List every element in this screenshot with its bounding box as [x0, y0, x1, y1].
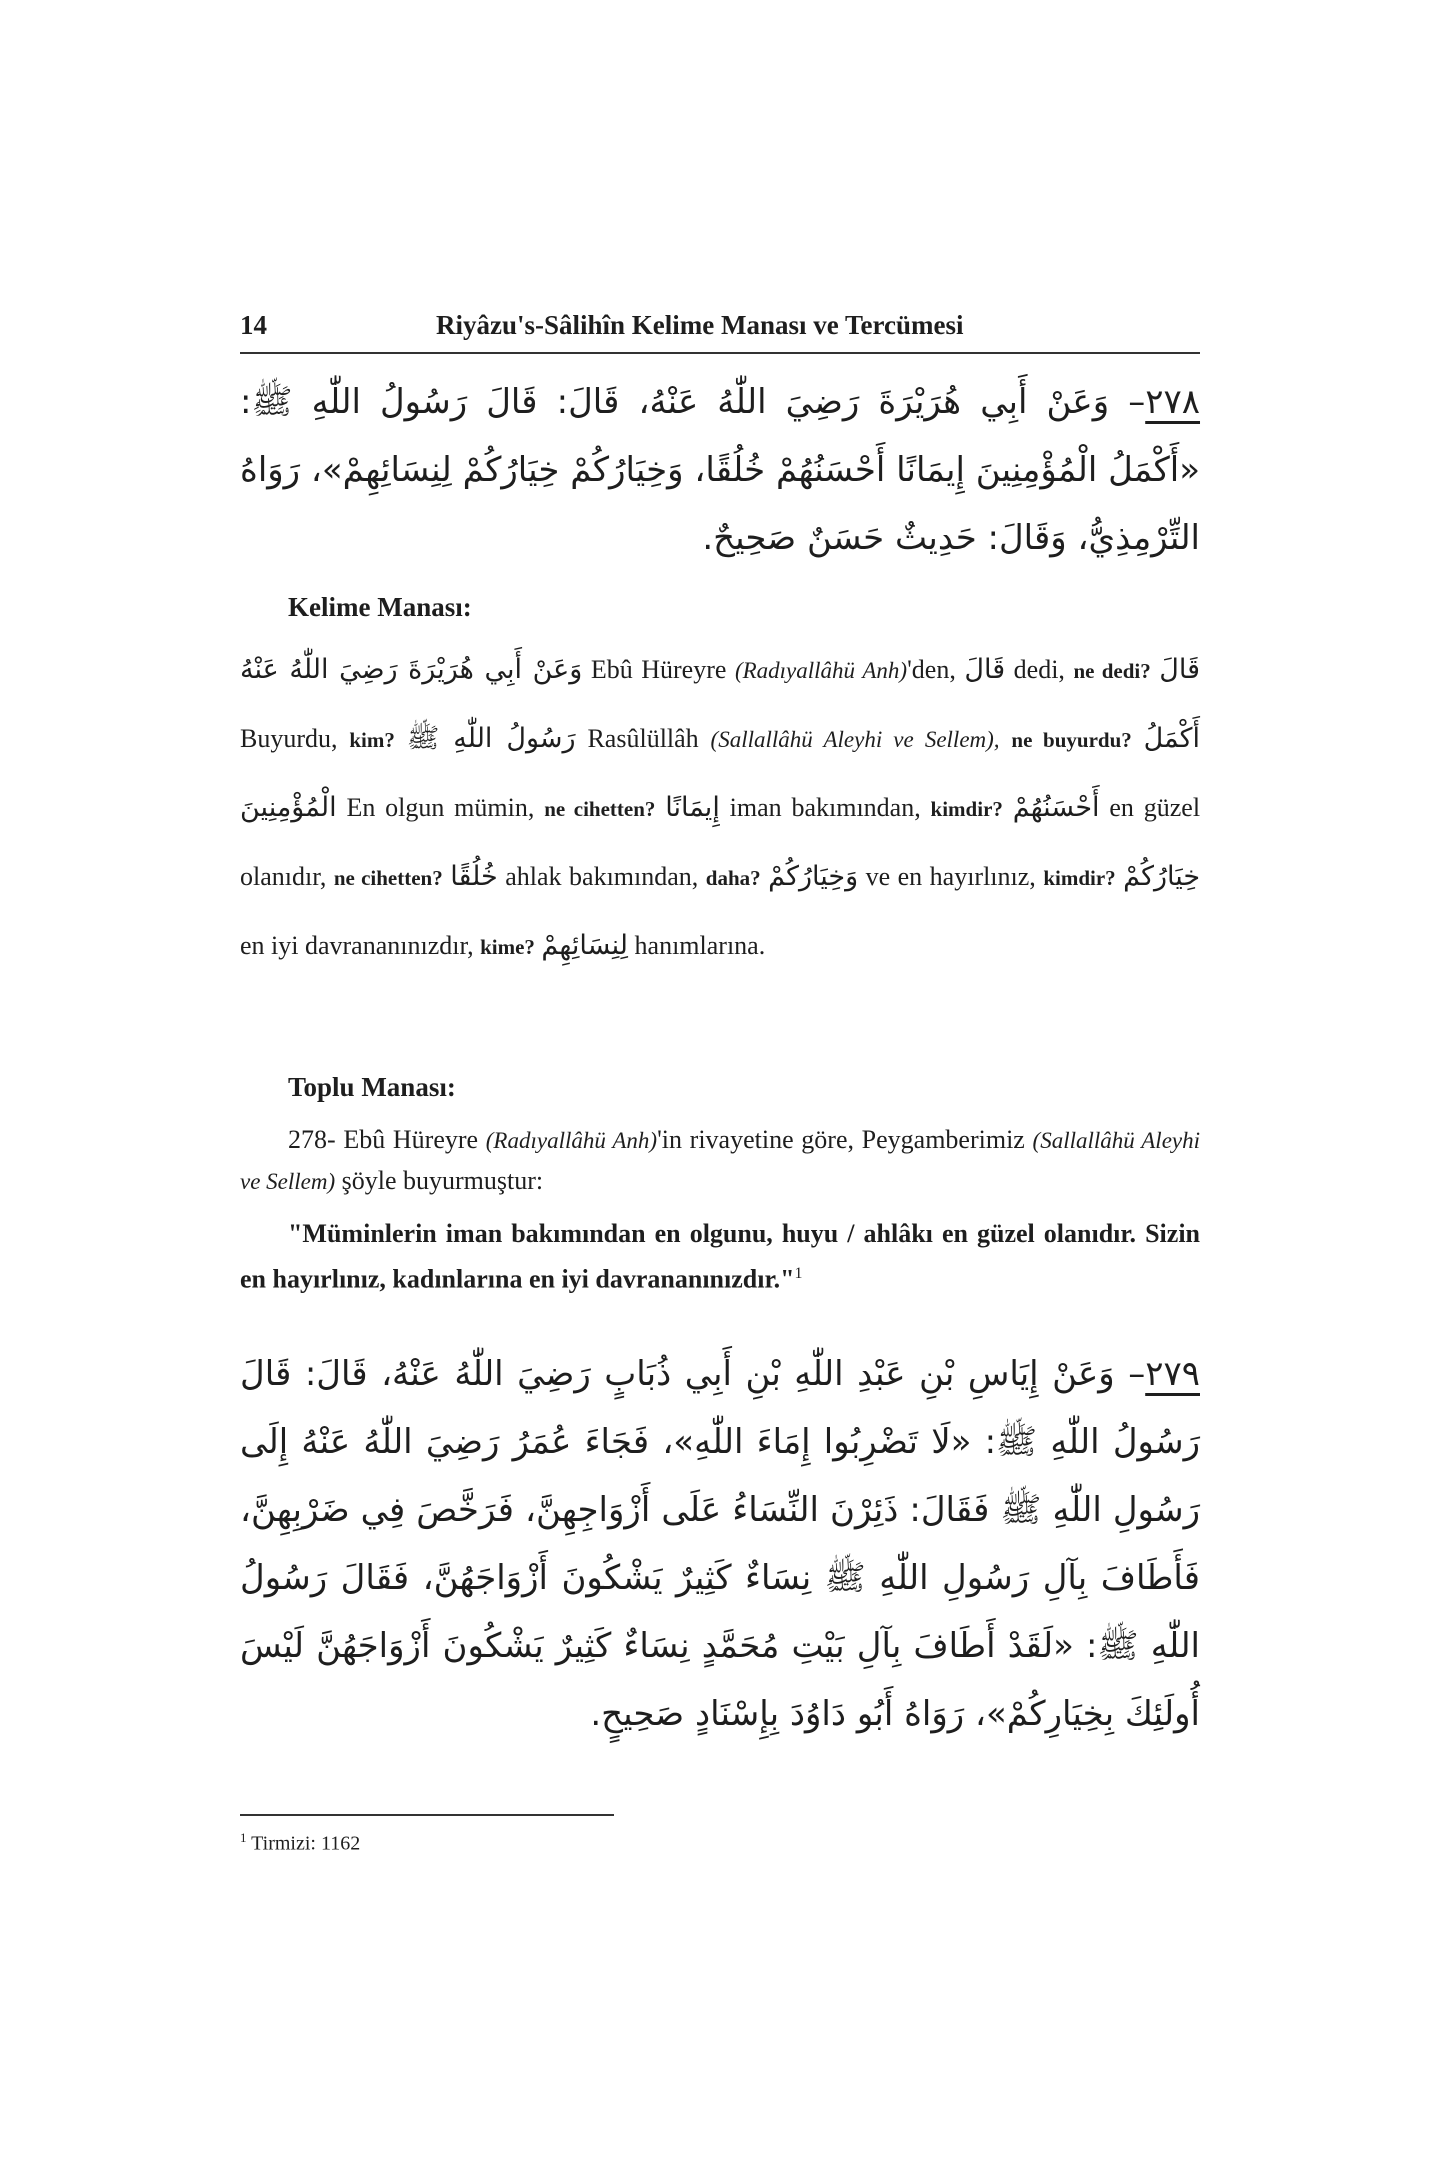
kelime-t-12: hanımlarına. — [634, 931, 766, 960]
footnote-ref: 1 — [794, 1265, 803, 1282]
kelime-heading: Kelime Manası: — [288, 592, 472, 622]
kelime-t-10: ve en hayırlınız, — [865, 862, 1036, 891]
kelime-ar-10: خِيَارُكُمْ — [1123, 861, 1201, 892]
kelime-q-9: kime? — [480, 935, 535, 959]
kelime-q-5: kimdir? — [930, 797, 1003, 821]
toplu-quote — [240, 1214, 1200, 1300]
kelime-q-4: ne cihetten? — [544, 797, 656, 821]
kelime-ar-2: قَالَ — [964, 654, 1006, 685]
kelime-ar-9: وَخِيَارُكُمْ — [768, 861, 859, 892]
kelime-i-2: (Sallallâhü Aleyhi ve Sellem), — [710, 727, 1000, 752]
kelime-ar-11: لِنِسَائِهِمْ — [541, 930, 629, 961]
kelime-ar-6: إِيمَانًا — [665, 792, 720, 823]
kelime-ar-5: أَكْمَلُ الْمُؤْمِنِينَ — [240, 723, 1201, 823]
page-number: 14 — [240, 310, 267, 340]
hadith-278-text: وَعَنْ أَبِي هُرَيْرَةَ رَضِيَ اللّٰهُ عَنْهُ، قَالَ: قَالَ رَسُولُ اللّٰهِ ﷺ: «أَكْمَلُ الْمُؤْمِنِينَ إِيمَانًا أَحْسَنُهُمْ خُلُقًا، وَخِيَارُكُمْ خِيَارُكُمْ لِنِسَائِهِمْ»، رَوَاهُ التِّرْمِذِيُّ، وَقَالَ: حَدِيثٌ حَسَنٌ صَحِيحٌ. — [240, 382, 1200, 558]
kelime-t-3: dedi, — [1013, 655, 1065, 684]
kelime-q-7: daha? — [705, 866, 761, 890]
toplu-paragraph — [240, 1120, 1200, 1202]
kelime-t-8: en güzel olanıdır, — [240, 793, 1201, 891]
kelime-q-6: ne cihetten? — [333, 866, 443, 890]
kelime-t-5: Rasûlüllâh — [587, 724, 699, 753]
header-rule — [240, 352, 1200, 354]
kelime-t-11: en iyi davrananınızdır, — [240, 931, 474, 960]
kelime-q-2: kim? — [349, 728, 395, 752]
kelime-t-4: Buyurdu, — [240, 724, 338, 753]
toplu-manasi-body — [240, 1120, 1200, 1300]
kelime-ar-1: وَعَنْ أَبِي هُرَيْرَةَ رَضِيَ اللّٰهُ عَنْهُ — [240, 654, 583, 685]
hadith-278-arabic: ٢٧٨– وَعَنْ أَبِي هُرَيْرَةَ رَضِيَ اللّٰهُ عَنْهُ، قَالَ: قَالَ رَسُولُ اللّٰهِ ﷺ: «أَكْمَلُ الْمُؤْمِنِينَ إِيمَانًا أَحْسَنُهُمْ خُلُقًا، وَخِيَارُكُمْ خِيَارُكُمْ لِنِسَائِهِمْ»، رَوَاهُ التِّرْمِذِيُّ، وَقَالَ: حَدِيثٌ حَسَنٌ صَحِيحٌ. — [240, 382, 1201, 558]
toplu-p1-c: şöyle buyurmuştur: — [341, 1166, 544, 1195]
hadith-278-number: ٢٧٨ — [1145, 382, 1201, 422]
kelime-t-2: 'den, — [907, 655, 956, 684]
kelime-ar-3: قَالَ — [1159, 654, 1201, 685]
running-header — [240, 310, 1200, 350]
kelime-q-3: ne buyurdu? — [1011, 728, 1132, 752]
kelime-t-1: Ebû Hüreyre — [590, 655, 727, 684]
toplu-quote-text: "Müminlerin iman bakımından en olgunu, huyu / ahlâkı en güzel olanıdır. Sizin en hayırlınız, kadınlarına en iyi davrananınızdır." — [240, 1219, 1200, 1294]
kelime-ar-4: رَسُولُ اللّٰهِ ﷺ — [406, 723, 576, 754]
hadith-279-arabic: ٢٧٩– وَعَنْ إِيَاسِ بْنِ عَبْدِ اللّٰهِ بْنِ أَبِي ذُبَابٍ رَضِيَ اللّٰهُ عَنْهُ، قَالَ: قَالَ رَسُولُ اللّٰهِ ﷺ: «لَا تَضْرِبُوا إِمَاءَ اللّٰهِ»، فَجَاءَ عُمَرُ رَضِيَ اللّٰهُ عَنْهُ إِلَى رَسُولِ اللّٰهِ ﷺ فَقَالَ: ذَئِرْنَ النِّسَاءُ عَلَى أَزْوَاجِهِنَّ، فَرَخَّصَ فِي ضَرْبِهِنَّ، فَأَطَافَ بِآلِ رَسُولِ اللّٰهِ ﷺ نِسَاءٌ كَثِيرٌ يَشْكُونَ أَزْوَاجَهُنَّ، فَقَالَ رَسُولُ اللّٰهِ ﷺ: «لَقَدْ أَطَافَ بِآلِ بَيْتِ مُحَمَّدٍ نِسَاءٌ كَثِيرٌ يَشْكُونَ أَزْوَاجَهُنَّ لَيْسَ أُولَئِكَ بِخِيَارِكُمْ»، رَوَاهُ أَبُو دَاوُدَ بِإِسْنَادٍ صَحِيحٍ. — [240, 1354, 1200, 1734]
toplu-p1-a: 278- Ebû Hüreyre — [288, 1125, 479, 1154]
kelime-ar-7: أَحْسَنُهُمْ — [1012, 792, 1100, 823]
toplu-p1-b: 'in rivayetine göre, Peygamberimiz — [657, 1125, 1025, 1154]
kelime-t-7: iman bakımından, — [729, 793, 921, 822]
hadith-279-text: وَعَنْ إِيَاسِ بْنِ عَبْدِ اللّٰهِ بْنِ أَبِي ذُبَابٍ رَضِيَ اللّٰهُ عَنْهُ، قَالَ: قَالَ رَسُولُ اللّٰهِ ﷺ: «لَا تَضْرِبُوا إِمَاءَ اللّٰهِ»، فَجَاءَ عُمَرُ رَضِيَ اللّٰهُ عَنْهُ إِلَى رَسُولِ اللّٰهِ ﷺ فَقَالَ: ذَئِرْنَ النِّسَاءُ عَلَى أَزْوَاجِهِنَّ، فَرَخَّصَ فِي ضَرْبِهِنَّ، فَأَطَافَ بِآلِ رَسُولِ اللّٰهِ ﷺ نِسَاءٌ كَثِيرٌ يَشْكُونَ أَزْوَاجَهُنَّ، فَقَالَ رَسُولُ اللّٰهِ ﷺ: «لَقَدْ أَطَافَ بِآلِ بَيْتِ مُحَمَّدٍ نِسَاءٌ كَثِيرٌ يَشْكُونَ أَزْوَاجَهُنَّ لَيْسَ أُولَئِكَ بِخِيَارِكُمْ»، رَوَاهُ أَبُو دَاوُدَ بِإِسْنَادٍ صَحِيحٍ. — [240, 1354, 1200, 1734]
running-title: Riyâzu's-Sâlihîn Kelime Manası ve Tercümesi — [436, 310, 964, 340]
kelime-q-1: ne dedi? — [1073, 659, 1151, 683]
kelime-i-1: (Radıyallâhü Anh) — [734, 658, 908, 683]
footnote — [240, 1830, 360, 1856]
toplu-p1-i2: (Sallallâhü Aleyhi ve Sellem) — [240, 1128, 1201, 1194]
kelime-t-6: En olgun mümin, — [346, 793, 535, 822]
hadith-279-number: ٢٧٩ — [1145, 1354, 1200, 1394]
kelime-ar-8: خُلُقًا — [450, 861, 498, 892]
kelime-t-9: ahlak bakımından, — [505, 862, 699, 891]
footnote-text: Tirmizi: 1162 — [251, 1832, 361, 1855]
kelime-manasi-body — [240, 636, 1200, 981]
kelime-q-8: kimdir? — [1043, 866, 1116, 890]
toplu-p1-i1: (Radıyallâhü Anh) — [485, 1128, 658, 1153]
footnote-number: 1 — [240, 1830, 247, 1845]
toplu-heading: Toplu Manası: — [288, 1072, 456, 1102]
footnote-rule — [240, 1814, 614, 1816]
